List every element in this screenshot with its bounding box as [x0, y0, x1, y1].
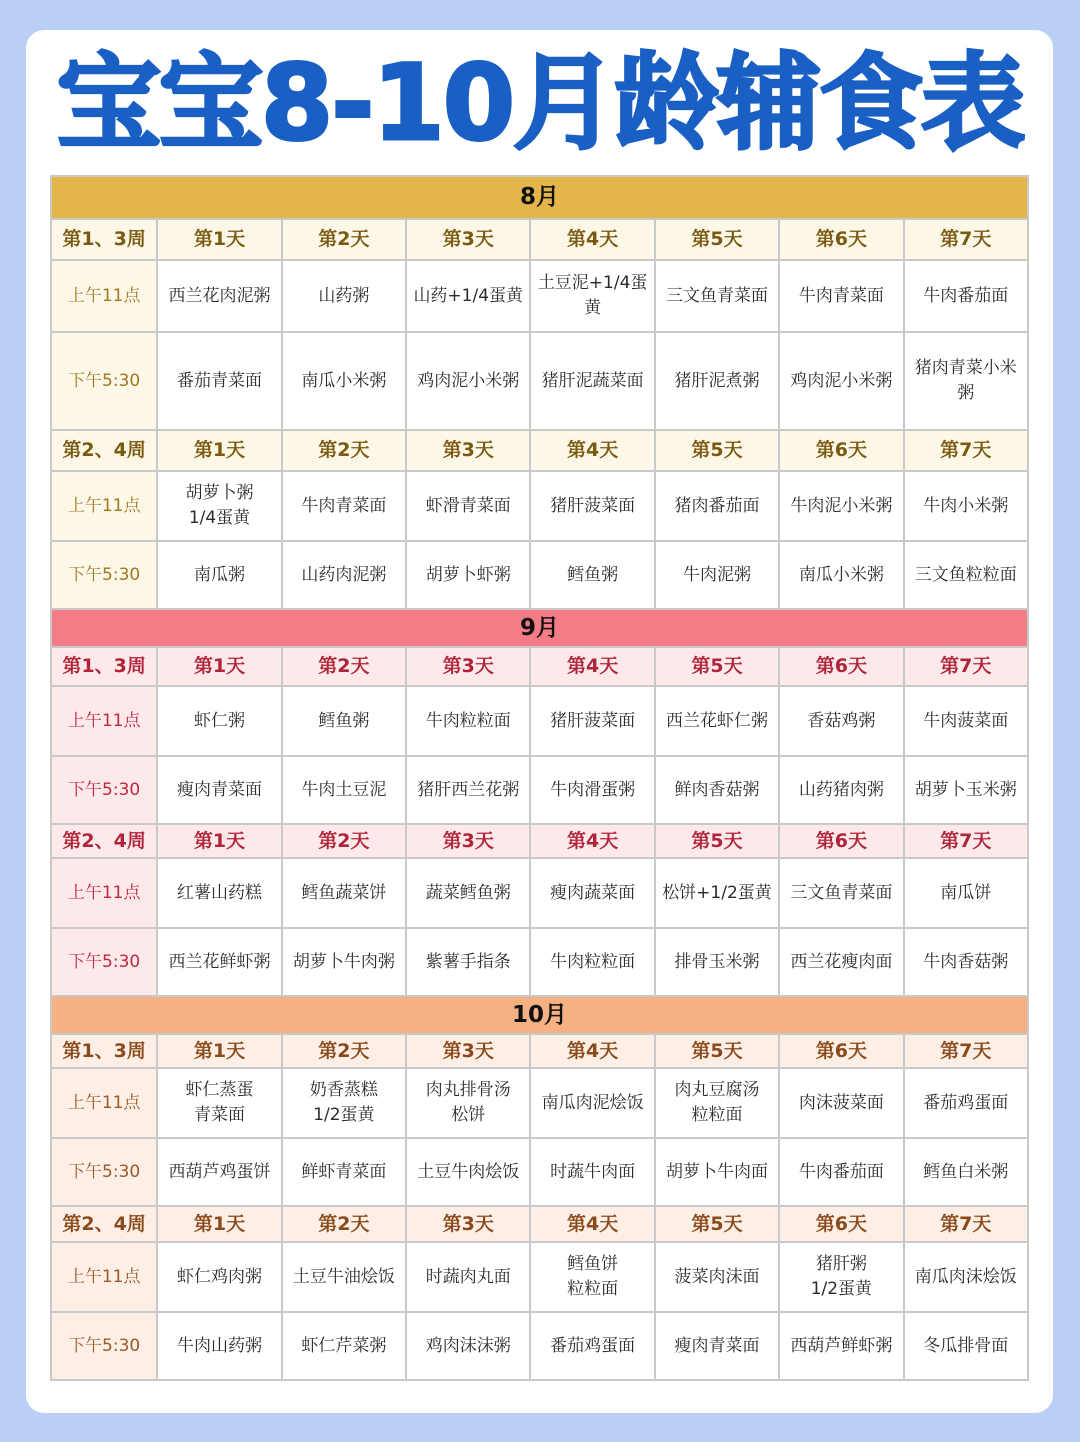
meal-time-label: 下午5:30: [51, 928, 157, 996]
table-row: [51, 332, 1028, 430]
table-row: [51, 541, 1028, 609]
meal-cell: 牛肉菠菜面: [904, 686, 1028, 756]
meal-cell: 牛肉泥小米粥: [779, 471, 903, 541]
meal-cell: 牛肉香菇粥: [904, 928, 1028, 996]
meal-cell: 猪肝粥 1/2蛋黄: [779, 1242, 903, 1312]
meal-cell: 猪肝泥蔬菜面: [530, 332, 654, 430]
meal-cell: 山药肉泥粥: [282, 541, 406, 609]
table-row: [51, 928, 1028, 996]
day-header: 第5天: [655, 647, 779, 686]
meal-time-label: 上午11点: [51, 471, 157, 541]
meal-cell: 西葫芦鸡蛋饼: [157, 1138, 281, 1206]
day-header: 第2天: [282, 824, 406, 858]
day-header: 第3天: [406, 1206, 530, 1242]
meal-cell: 牛肉番茄面: [904, 260, 1028, 332]
meal-cell: 西兰花肉泥粥: [157, 260, 281, 332]
meal-cell: 牛肉粒粒面: [530, 928, 654, 996]
meal-cell: 牛肉泥粥: [655, 541, 779, 609]
meal-cell: 鸡肉泥小米粥: [406, 332, 530, 430]
meal-time-label: 下午5:30: [51, 1312, 157, 1380]
meal-cell: 虾滑青菜面: [406, 471, 530, 541]
meal-cell: 番茄青菜面: [157, 332, 281, 430]
meal-cell: 牛肉青菜面: [779, 260, 903, 332]
month-header: 9月: [51, 609, 1028, 647]
day-header: 第2天: [282, 1034, 406, 1068]
meal-cell: 土豆泥+1/4蛋 黄: [530, 260, 654, 332]
meal-cell: 南瓜粥: [157, 541, 281, 609]
meal-cell: 土豆牛肉烩饭: [406, 1138, 530, 1206]
day-header: 第7天: [904, 430, 1028, 471]
meal-cell: 番茄鸡蛋面: [904, 1068, 1028, 1138]
day-header: 第3天: [406, 430, 530, 471]
meal-cell: 山药猪肉粥: [779, 756, 903, 824]
table-row: [51, 756, 1028, 824]
day-header: 第6天: [779, 1034, 903, 1068]
day-header: 第4天: [530, 219, 654, 260]
day-header: 第6天: [779, 430, 903, 471]
meal-cell: 鲜虾青菜面: [282, 1138, 406, 1206]
meal-cell: 鳕鱼粥: [282, 686, 406, 756]
meal-cell: 牛肉山药粥: [157, 1312, 281, 1380]
month-section: [51, 996, 1028, 1380]
meal-cell: 猪肝泥煮粥: [655, 332, 779, 430]
meal-cell: 西葫芦鲜虾粥: [779, 1312, 903, 1380]
meal-cell: 鲜肉香菇粥: [655, 756, 779, 824]
table-row: [51, 1138, 1028, 1206]
meal-time-label: 上午11点: [51, 260, 157, 332]
meal-cell: 虾仁蒸蛋 青菜面: [157, 1068, 281, 1138]
meal-cell: 南瓜小米粥: [282, 332, 406, 430]
meal-cell: 猪肝菠菜面: [530, 471, 654, 541]
meal-cell: 瘦肉青菜面: [157, 756, 281, 824]
meal-time-label: 下午5:30: [51, 332, 157, 430]
meal-time-label: 下午5:30: [51, 541, 157, 609]
meal-cell: 胡萝卜玉米粥: [904, 756, 1028, 824]
meal-cell: 牛肉青菜面: [282, 471, 406, 541]
day-header: 第7天: [904, 219, 1028, 260]
meal-cell: 西兰花鲜虾粥: [157, 928, 281, 996]
meal-cell: 虾仁粥: [157, 686, 281, 756]
day-header: 第3天: [406, 647, 530, 686]
day-header: 第4天: [530, 647, 654, 686]
meal-cell: 山药+1/4蛋黄: [406, 260, 530, 332]
table-row: [51, 1242, 1028, 1312]
table-row: [51, 1312, 1028, 1380]
meal-cell: 西兰花虾仁粥: [655, 686, 779, 756]
day-header: 第6天: [779, 824, 903, 858]
meal-time-label: 下午5:30: [51, 1138, 157, 1206]
day-header: 第1天: [157, 1206, 281, 1242]
day-header: 第6天: [779, 1206, 903, 1242]
day-header: 第5天: [655, 824, 779, 858]
meal-cell: 猪肉番茄面: [655, 471, 779, 541]
meal-cell: 西兰花瘦肉面: [779, 928, 903, 996]
meal-cell: 三文鱼青菜面: [655, 260, 779, 332]
meal-cell: 牛肉土豆泥: [282, 756, 406, 824]
month-header: 10月: [51, 996, 1028, 1034]
day-header: 第1天: [157, 219, 281, 260]
meal-time-label: 上午11点: [51, 1068, 157, 1138]
day-header: 第5天: [655, 1206, 779, 1242]
table-row: [51, 858, 1028, 928]
day-header: 第6天: [779, 647, 903, 686]
day-header: 第3天: [406, 824, 530, 858]
meal-time-label: 上午11点: [51, 858, 157, 928]
table-row: [51, 471, 1028, 541]
day-header: 第2天: [282, 219, 406, 260]
day-header: 第4天: [530, 824, 654, 858]
day-header: 第6天: [779, 219, 903, 260]
meal-cell: 牛肉小米粥: [904, 471, 1028, 541]
day-header: 第1天: [157, 1034, 281, 1068]
meal-cell: 红薯山药糕: [157, 858, 281, 928]
meal-cell: 紫薯手指条: [406, 928, 530, 996]
meal-cell: 牛肉滑蛋粥: [530, 756, 654, 824]
day-header: 第2天: [282, 647, 406, 686]
meal-cell: 肉丸排骨汤 松饼: [406, 1068, 530, 1138]
day-header: 第2天: [282, 1206, 406, 1242]
meal-cell: 南瓜肉泥烩饭: [530, 1068, 654, 1138]
meal-cell: 鳕鱼饼 粒粒面: [530, 1242, 654, 1312]
day-header: 第3天: [406, 1034, 530, 1068]
day-header: 第7天: [904, 1206, 1028, 1242]
meal-cell: 鳕鱼白米粥: [904, 1138, 1028, 1206]
meal-cell: 三文鱼青菜面: [779, 858, 903, 928]
meal-cell: 肉沫菠菜面: [779, 1068, 903, 1138]
day-header: 第1天: [157, 824, 281, 858]
day-header: 第1天: [157, 430, 281, 471]
day-header: 第7天: [904, 647, 1028, 686]
meal-cell: 鳕鱼蔬菜饼: [282, 858, 406, 928]
day-header: 第5天: [655, 219, 779, 260]
day-header: 第3天: [406, 219, 530, 260]
meal-cell: 鸡肉沫沫粥: [406, 1312, 530, 1380]
meal-cell: 胡萝卜牛肉面: [655, 1138, 779, 1206]
meal-cell: 南瓜肉沫烩饭: [904, 1242, 1028, 1312]
meal-cell: 排骨玉米粥: [655, 928, 779, 996]
meal-cell: 时蔬肉丸面: [406, 1242, 530, 1312]
meal-cell: 猪肉青菜小米 粥: [904, 332, 1028, 430]
day-header: 第4天: [530, 430, 654, 471]
meal-cell: 瘦肉蔬菜面: [530, 858, 654, 928]
meal-cell: 瘦肉青菜面: [655, 1312, 779, 1380]
meal-cell: 冬瓜排骨面: [904, 1312, 1028, 1380]
day-header: 第4天: [530, 1206, 654, 1242]
meal-cell: 猪肝西兰花粥: [406, 756, 530, 824]
meal-cell: 胡萝卜虾粥: [406, 541, 530, 609]
meal-cell: 山药粥: [282, 260, 406, 332]
meal-cell: 时蔬牛肉面: [530, 1138, 654, 1206]
meal-cell: 牛肉粒粒面: [406, 686, 530, 756]
meal-cell: 番茄鸡蛋面: [530, 1312, 654, 1380]
meal-cell: 牛肉番茄面: [779, 1138, 903, 1206]
meal-time-label: 下午5:30: [51, 756, 157, 824]
page-title: 宝宝8-10月龄辅食表: [56, 42, 1024, 164]
day-header: 第5天: [655, 1034, 779, 1068]
meal-time-label: 上午11点: [51, 1242, 157, 1312]
day-header: 第2天: [282, 430, 406, 471]
meal-cell: 三文鱼粒粒面: [904, 541, 1028, 609]
meal-cell: 南瓜饼: [904, 858, 1028, 928]
meal-cell: 菠菜肉沫面: [655, 1242, 779, 1312]
day-header: 第4天: [530, 1034, 654, 1068]
table-row: [51, 260, 1028, 332]
meal-cell: 虾仁鸡肉粥: [157, 1242, 281, 1312]
day-header: 第7天: [904, 824, 1028, 858]
meal-cell: 松饼+1/2蛋黄: [655, 858, 779, 928]
table-row: [51, 1068, 1028, 1138]
meal-cell: 胡萝卜粥 1/4蛋黄: [157, 471, 281, 541]
week-label: 第2、4周: [51, 1206, 157, 1242]
month-header: 8月: [51, 176, 1028, 219]
meal-cell: 奶香蒸糕 1/2蛋黄: [282, 1068, 406, 1138]
meal-cell: 鳕鱼粥: [530, 541, 654, 609]
week-label: 第1、3周: [51, 647, 157, 686]
week-label: 第1、3周: [51, 1034, 157, 1068]
week-label: 第1、3周: [51, 219, 157, 260]
meal-cell: 胡萝卜牛肉粥: [282, 928, 406, 996]
meal-cell: 南瓜小米粥: [779, 541, 903, 609]
meal-cell: 虾仁芹菜粥: [282, 1312, 406, 1380]
week-label: 第2、4周: [51, 430, 157, 471]
meal-cell: 鸡肉泥小米粥: [779, 332, 903, 430]
day-header: 第1天: [157, 647, 281, 686]
meal-cell: 土豆牛油烩饭: [282, 1242, 406, 1312]
month-section: [51, 609, 1028, 996]
week-label: 第2、4周: [51, 824, 157, 858]
meal-schedule-table: [50, 175, 1029, 1381]
meal-cell: 香菇鸡粥: [779, 686, 903, 756]
day-header: 第5天: [655, 430, 779, 471]
meal-cell: 猪肝菠菜面: [530, 686, 654, 756]
meal-cell: 蔬菜鳕鱼粥: [406, 858, 530, 928]
meal-cell: 肉丸豆腐汤 粒粒面: [655, 1068, 779, 1138]
table-row: [51, 686, 1028, 756]
meal-time-label: 上午11点: [51, 686, 157, 756]
day-header: 第7天: [904, 1034, 1028, 1068]
month-section: [51, 176, 1028, 609]
